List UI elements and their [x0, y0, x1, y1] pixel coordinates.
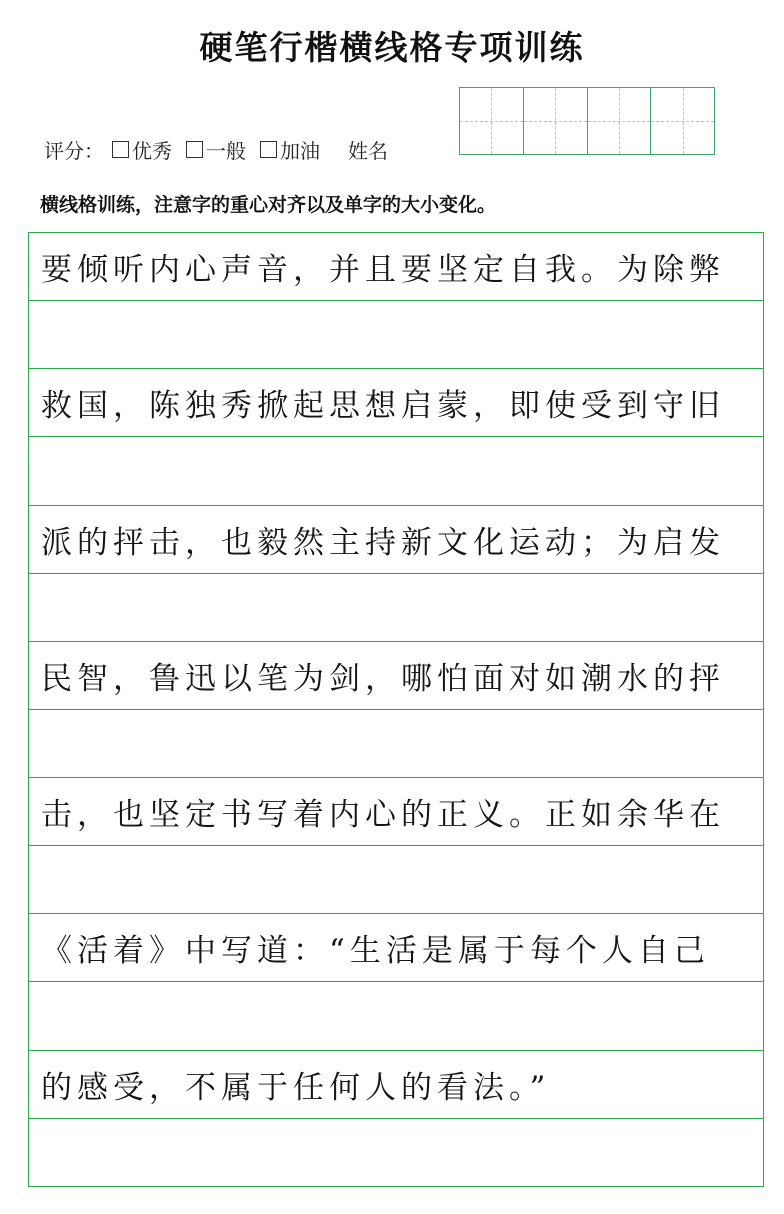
practice-text-line: 的感受，不属于任何人的看法。”	[41, 1069, 551, 1106]
average-checkbox[interactable]	[186, 141, 203, 158]
keep-going-checkbox[interactable]	[260, 141, 277, 158]
practice-row-3[interactable]	[29, 369, 763, 437]
rating-option-excellent[interactable]	[112, 135, 172, 164]
instruction-text: 横线格训练，注意字的重心对齐以及单字的大小变化。	[40, 194, 497, 216]
practice-text-line: 民智，鲁迅以笔为剑，哪怕面对如潮水的抨	[41, 660, 725, 697]
rating-option-average[interactable]	[186, 135, 246, 164]
practice-row-6[interactable]	[29, 574, 763, 642]
practice-row-10[interactable]	[29, 846, 763, 914]
practice-text-line: 派的抨击，也毅然主持新文化运动；为启发	[41, 524, 725, 561]
rating-option-keep-going[interactable]	[260, 135, 320, 164]
rating-label: 评分：	[44, 138, 104, 163]
name-label: 姓名	[348, 138, 388, 163]
name-grid-cell[interactable]	[588, 88, 652, 154]
practice-text-line: 要倾听内心声音，并且要坚定自我。为除弊	[41, 252, 725, 289]
practice-row-13[interactable]	[29, 1051, 763, 1119]
name-grid-cell[interactable]	[651, 88, 714, 154]
practice-text-line: 《活着》中写道：“生活是属于每个人自己	[41, 933, 710, 970]
name-grid-cell[interactable]	[524, 88, 588, 154]
practice-row-4[interactable]	[29, 437, 763, 505]
practice-text-line: 击，也坚定书写着内心的正义。正如余华在	[41, 797, 725, 834]
excellent-label: 优秀	[132, 138, 172, 163]
practice-row-11[interactable]	[29, 914, 763, 982]
name-writing-grid[interactable]	[459, 87, 715, 155]
practice-row-7[interactable]	[29, 642, 763, 710]
keep-going-label: 加油	[280, 138, 320, 163]
average-label: 一般	[206, 138, 246, 163]
practice-row-9[interactable]	[29, 778, 763, 846]
page-title: 硬笔行楷横线格专项训练	[199, 28, 585, 67]
practice-row-1[interactable]	[29, 233, 763, 301]
practice-row-12[interactable]	[29, 982, 763, 1050]
rating-row	[44, 134, 388, 164]
practice-row-8[interactable]	[29, 710, 763, 778]
excellent-checkbox[interactable]	[112, 141, 129, 158]
practice-text-line: 救国，陈独秀掀起思想启蒙，即使受到守旧	[41, 388, 725, 425]
practice-row-14[interactable]	[29, 1119, 763, 1187]
practice-row-5[interactable]	[29, 506, 763, 574]
practice-row-2[interactable]	[29, 301, 763, 369]
name-grid-cell[interactable]	[460, 88, 524, 154]
practice-lined-grid	[28, 232, 764, 1187]
